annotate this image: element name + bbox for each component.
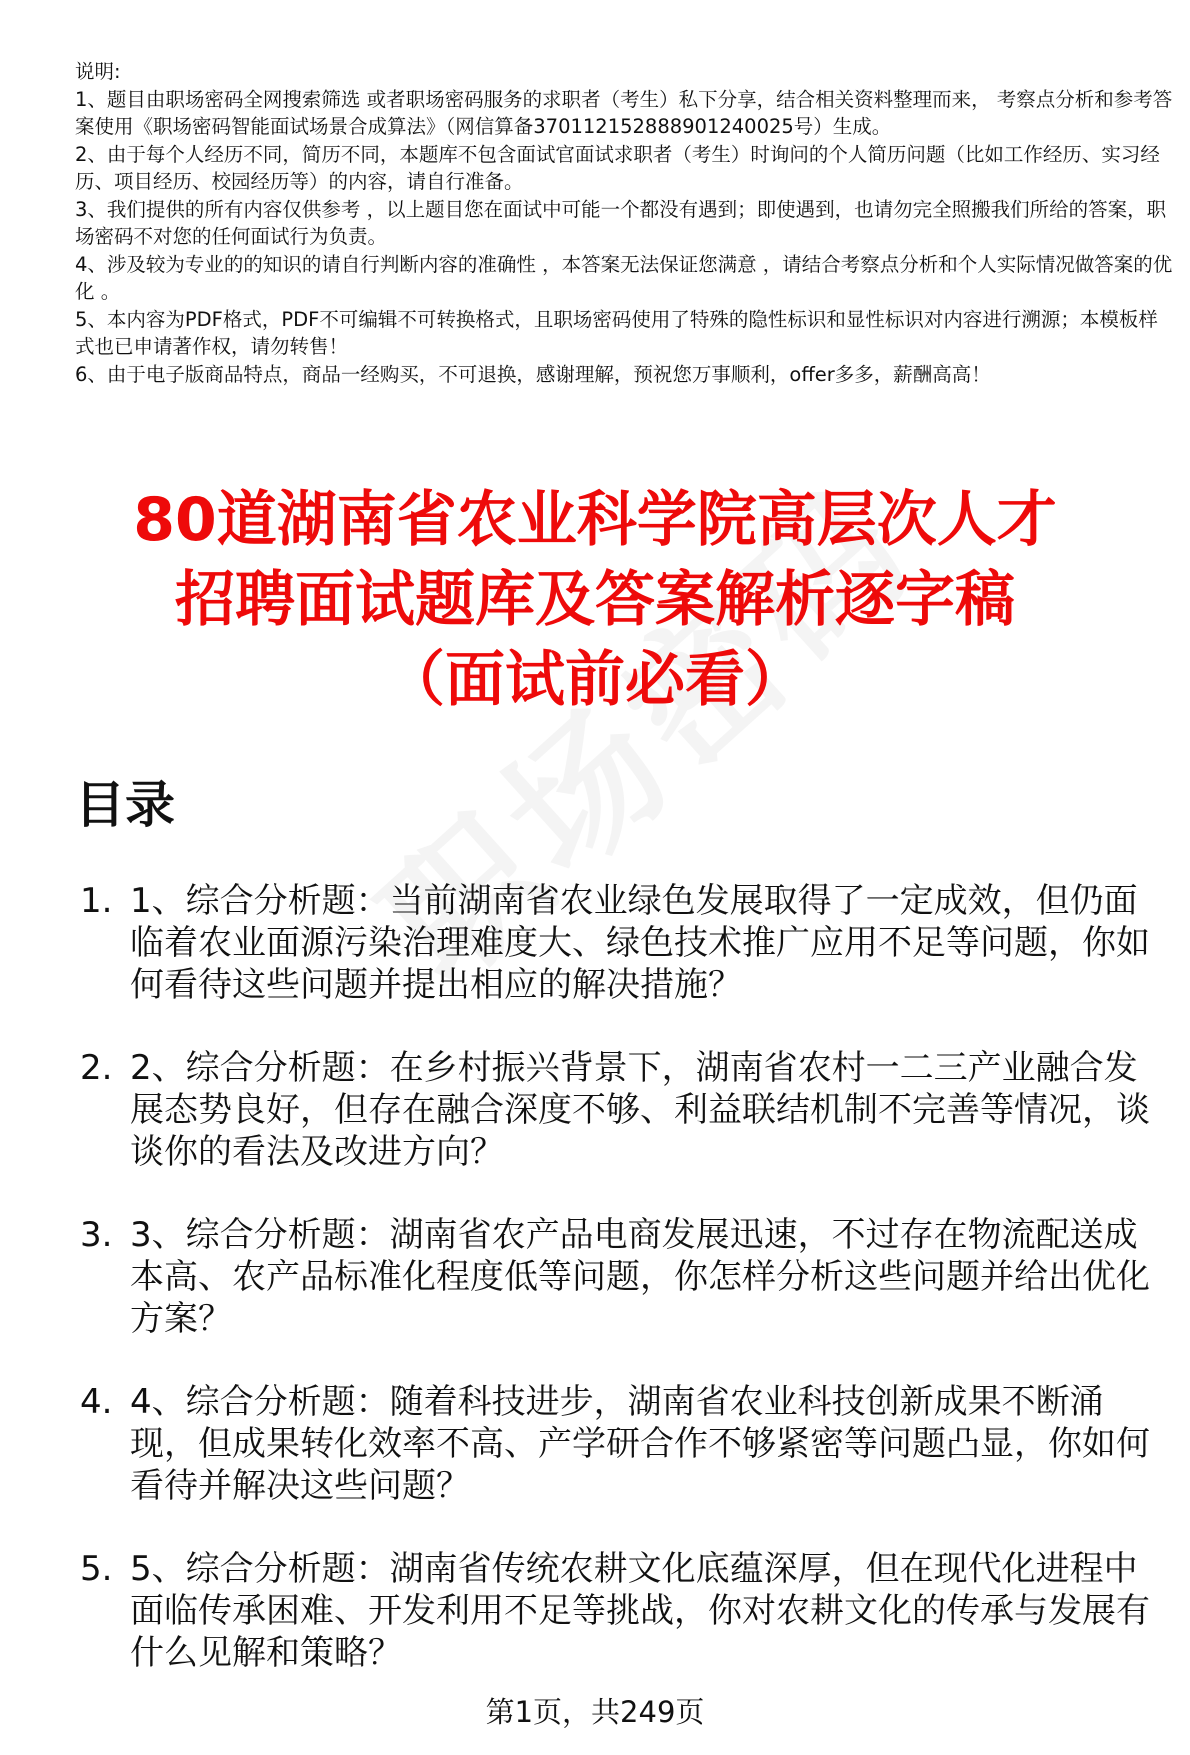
toc-item[interactable] (80, 880, 1170, 1006)
notice-item: 1、题目由职场密码全网搜索筛选 或者职场密码服务的求职者（考生）私下分享，结合相关资料整理而来， 考察点分析和参考答案使用《职场密码智能面试场景合成算法》（网信算备370112152888901240025号）生成。 (75, 87, 1173, 138)
title-line: 招聘面试题库及答案解析逐字稿 (175, 565, 1015, 635)
toc-item[interactable] (80, 1381, 1170, 1507)
toc-item-text[interactable]: 4、综合分析题：随着科技进步，湖南省农业科技创新成果不断涌现，但成果转化效率不高、产学研合作不够紧密等问题凸显，你如何看待并解决这些问题？ (130, 1382, 1150, 1506)
notice-item: 5、本内容为PDF格式，PDF不可编辑不可转换格式，且职场密码使用了特殊的隐性标识和显性标识对内容进行溯源；本模板样式也已申请著作权，请勿转售！ (75, 307, 1158, 358)
toc-item[interactable] (80, 1214, 1170, 1340)
toc-list (80, 880, 1170, 1715)
toc-item-text[interactable]: 5、综合分析题：湖南省传统农耕文化底蕴深厚，但在现代化进程中面临传承困难、开发利用不足等挑战，你对农耕文化的传承与发展有什么见解和策略？ (130, 1549, 1150, 1673)
toc-item-number: 5. (80, 1549, 113, 1589)
notice-item: 6、由于电子版商品特点，商品一经购买，不可退换，感谢理解，预祝您万事顺利，offer多多，薪酬高高！ (75, 362, 991, 386)
document-title (40, 480, 1150, 720)
notice-item: 2、由于每个人经历不同，简历不同，本题库不包含面试官面试求职者（考生）时询问的个人简历问题（比如工作经历、实习经历、项目经历、校园经历等）的内容，请自行准备。 (75, 142, 1160, 193)
toc-item[interactable] (80, 1047, 1170, 1173)
page-number: 第1页，共249页 (485, 1695, 705, 1729)
toc-item-number: 1. (80, 881, 113, 921)
notice-item: 3、我们提供的所有内容仅供参考 ，以上题目您在面试中可能一个都没有遇到；即使遇到，也请勿完全照搬我们所给的答案，职场密码不对您的任何面试行为负责。 (75, 197, 1167, 248)
toc-item-number: 2. (80, 1048, 113, 1088)
notice-section (75, 58, 1175, 388)
toc-item-text[interactable]: 3、综合分析题：湖南省农产品电商发展迅速，不过存在物流配送成本高、农产品标准化程度低等问题，你怎样分析这些问题并给出优化方案？ (130, 1215, 1150, 1339)
toc-item-text[interactable]: 2、综合分析题：在乡村振兴背景下，湖南省农村一二三产业融合发展态势良好，但存在融合深度不够、利益联结机制不完善等情况，谈谈你的看法及改进方向？ (130, 1048, 1150, 1172)
toc-item-text[interactable]: 1、综合分析题：当前湖南省农业绿色发展取得了一定成效，但仍面临着农业面源污染治理难度大、绿色技术推广应用不足等问题，你如何看待这些问题并提出相应的解决措施？ (130, 881, 1150, 1005)
notice-title: 说明: (75, 60, 121, 83)
toc-item-number: 3. (80, 1215, 113, 1255)
title-line: 80道湖南省农业科学院高层次人才 (133, 485, 1057, 555)
notice-item: 4、涉及较为专业的的知识的请自行判断内容的准确性 ，本答案无法保证您满意 ，请结合考察点分析和个人实际情况做答案的优化 。 (75, 252, 1173, 303)
title-line: （面试前必看） (385, 645, 805, 715)
toc-item-number: 4. (80, 1382, 113, 1422)
toc-heading: 目录 (75, 776, 175, 834)
toc-item[interactable] (80, 1548, 1170, 1674)
